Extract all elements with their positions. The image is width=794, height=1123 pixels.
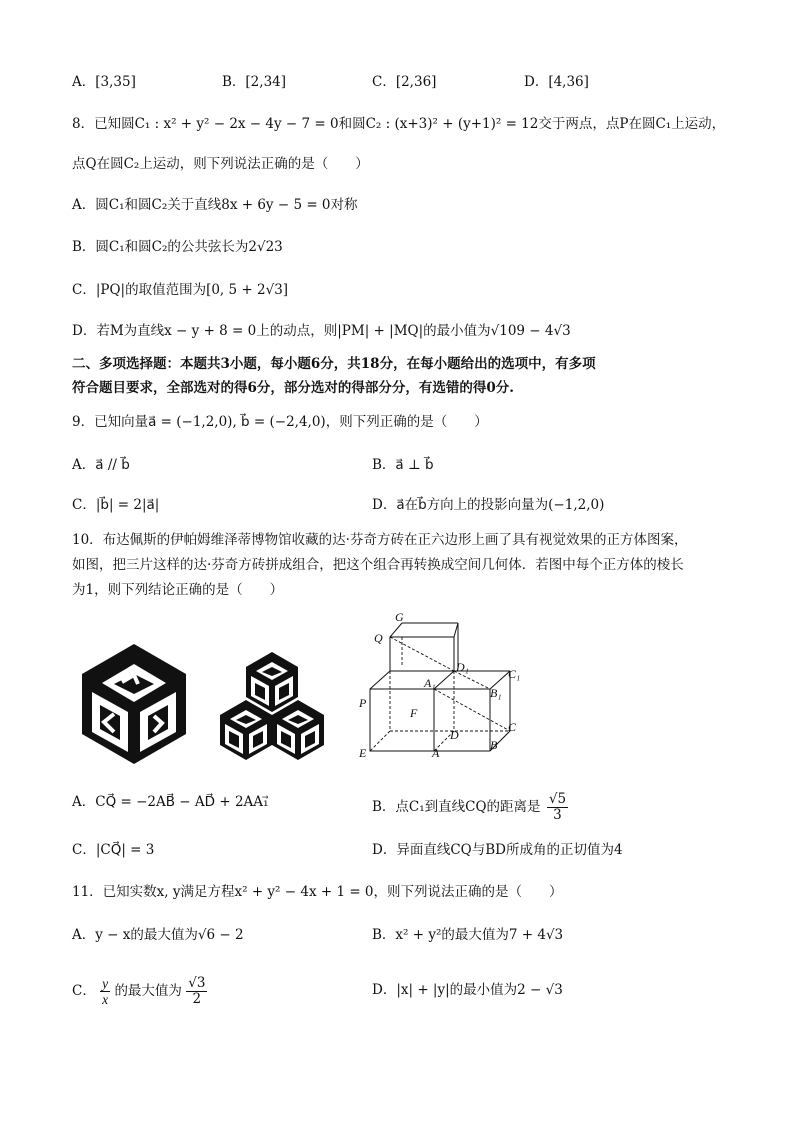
q8-option-d: D．若M为直线x − y + 8 = 0上的动点，则|PM| + |MQ|的最小值为√109 − 4√3 [72,323,571,339]
q10-option-b-numerator: √5 [548,791,567,807]
label-A1: A₁ [424,676,436,690]
section-heading-line1: 二、多项选择题：本题共3小题，每小题6分，共18分，在每小题给出的选项中，有多项 [72,356,596,372]
section-heading-line2: 符合题目要求，全部选对的得6分，部分选对的得部分分，有选错的得0分. [72,380,514,396]
label-D: D [450,728,459,742]
q11-option-c-value-denominator: 2 [192,991,202,1007]
q10-option-a: A．CQ⃗ = −2AB⃗ − AD⃗ + 2AA₁⃗ [72,794,269,810]
q8-option-c: C．|PQ|的取值范围为[0, 5 + 2√3] [72,282,289,298]
q11-option-a: A．y − x的最大值为√6 − 2 [72,927,244,943]
q11-option-d: D．|x| + |y|的最小值为2 − √3 [372,982,563,998]
label-F: F [410,706,418,720]
cube-geometry-figure [350,605,530,763]
q9-option-c: C．|b⃗| = 2|a⃗| [72,497,160,513]
label-G: G [395,610,404,624]
q10-stem-line3: 为1，则下列结论正确的是（ ） [72,582,284,598]
label-B1: B₁ [490,686,502,700]
q10-option-b-text: B．点C₁到直线CQ的距离是 [372,799,541,815]
label-B: B [490,738,498,752]
label-C: C [508,720,517,734]
tile-cube-figure [78,640,190,768]
label-E: E [359,746,367,760]
q7-option-c: C．[2,36] [372,74,437,90]
three-tiles-figure [216,650,328,766]
q9-option-d: D．a⃗在b⃗方向上的投影向量为(−1,2,0) [372,497,605,513]
label-P: P [359,696,367,710]
label-C1: C₁ [508,667,521,681]
q11-option-b: B．x² + y²的最大值为7 + 4√3 [372,927,564,943]
q10-option-b-denominator: 3 [553,807,562,823]
q11-option-c-mid: 的最大值为 [114,983,182,999]
q7-option-a: A．[3,35] [72,74,136,90]
q10-option-c: C．|CQ⃗| = 3 [72,842,155,858]
q9-stem: 9．已知向量a⃗ = (−1,2,0), b⃗ = (−2,4,0)，则下列正确的是（ ） [72,414,488,430]
q8-stem-line1: 8．已知圆C₁ : x² + y² − 2x − 4y − 7 = 0和圆C₂ : (x+3)² + (y+1)² = 12交于两点，点P在圆C₁上运动， [72,116,726,132]
q10-option-b-fraction [547,792,568,823]
q10-stem-line1: 10．布达佩斯的伊帕姆维泽蒂博物馆收藏的达·芬奇方砖在正六边形上画了具有视觉效果的正方体图案， [72,532,688,548]
q8-option-b: B．圆C₁和圆C₂的公共弦长为2√23 [72,239,283,255]
q11-option-c-fraction [100,976,110,1007]
q11-option-c-value [186,976,207,1007]
q7-option-b: B．[2,34] [222,74,287,90]
q10-stem-line2: 如图，把三片这样的达·芬奇方砖拼成组合，把这个组合再转换成空间几何体．若图中每个正方体的棱长 [72,557,684,573]
q7-option-d: D．[4,36] [524,74,589,90]
q9-option-a: A．a⃗ // b⃗ [72,457,130,473]
q8-option-a: A．圆C₁和圆C₂关于直线8x + 6y − 5 = 0对称 [72,197,358,213]
label-D1: D₁ [456,660,469,674]
q9-option-b: B．a⃗ ⊥ b⃗ [372,457,434,473]
q8-stem-line2: 点Q在圆C₂上运动，则下列说法正确的是（ ） [72,156,369,172]
q10-option-d: D．异面直线CQ与BD所成角的正切值为4 [372,842,623,858]
label-Q: Q [374,631,383,645]
q11-option-c-numerator: y [102,976,109,991]
q11-option-c-denominator: x [102,992,109,1007]
q11-option-c-value-numerator: √3 [188,975,206,991]
q11-stem: 11．已知实数x, y满足方程x² + y² − 4x + 1 = 0，则下列说法正确的是（ ） [72,884,563,900]
q11-option-c-prefix: C． [72,983,96,999]
q10-option-b [372,792,568,823]
label-A: A [432,746,440,760]
q11-option-c [72,976,207,1007]
